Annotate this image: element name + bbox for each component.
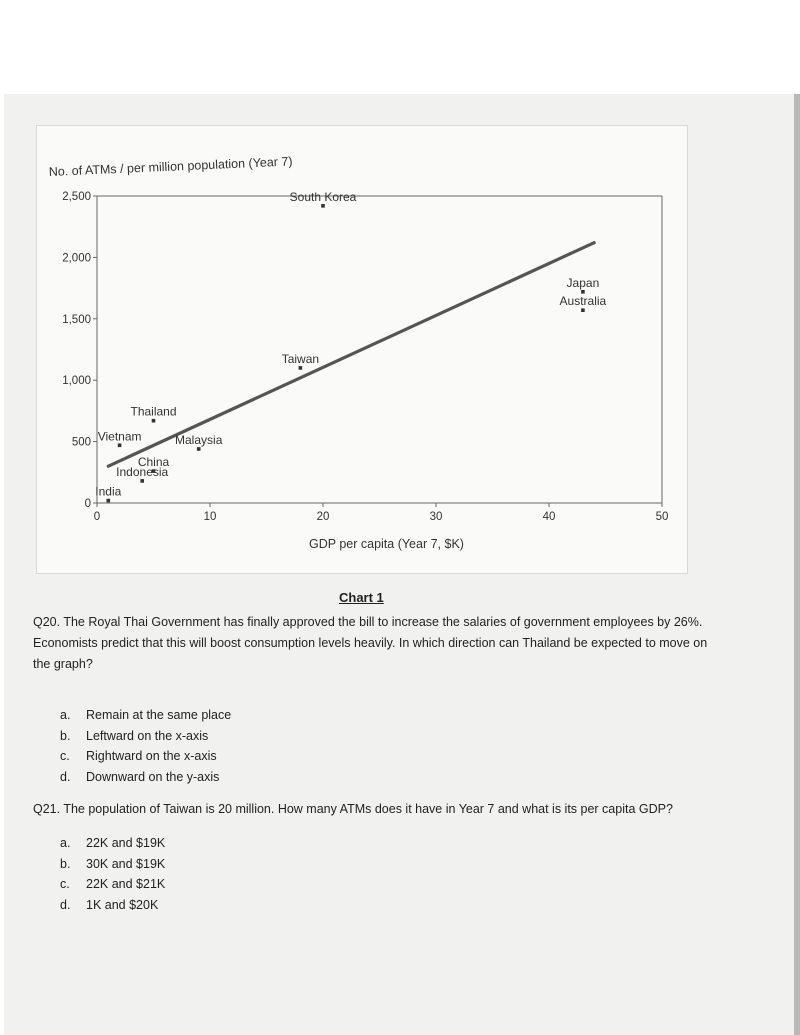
- data-point-india: [107, 499, 111, 503]
- option-letter: a.: [60, 708, 71, 722]
- q21-option-c[interactable]: [60, 877, 165, 898]
- data-label-india: India: [95, 484, 122, 499]
- data-label-australia: Australia: [559, 294, 607, 309]
- question-20-options: [60, 708, 231, 790]
- q20-option-a[interactable]: [60, 708, 231, 729]
- data-label-indonesia: Indonesia: [116, 464, 169, 479]
- data-point-taiwan: [299, 366, 303, 370]
- q21-option-d[interactable]: [60, 898, 165, 919]
- option-text: 30K and $19K: [86, 856, 166, 871]
- q21-option-b[interactable]: [60, 857, 165, 878]
- data-point-indonesia: [140, 479, 144, 483]
- q21-option-a[interactable]: [60, 836, 165, 857]
- y-tick-label: 0: [84, 498, 91, 510]
- data-point-japan: [581, 290, 585, 294]
- x-tick-label: 20: [316, 511, 330, 523]
- q20-option-d[interactable]: [60, 770, 231, 791]
- y-tick-label: 1,500: [62, 313, 91, 326]
- option-letter: b.: [60, 856, 71, 871]
- option-letter: d.: [60, 769, 71, 784]
- data-label-china: China: [137, 455, 170, 470]
- x-axis-label: GDP per capita (Year 7, $K): [309, 537, 464, 551]
- data-label-japan: Japan: [566, 275, 600, 290]
- option-text: Rightward on the x-axis: [86, 749, 217, 763]
- data-label-vietnam: Vietnam: [97, 429, 142, 444]
- data-label-south-korea: South Korea: [289, 189, 357, 204]
- x-tick-label: 50: [655, 511, 669, 523]
- chart-caption: Chart 1: [339, 590, 384, 605]
- data-point-vietnam: [118, 443, 122, 447]
- y-tick-label: 2,000: [62, 252, 91, 265]
- option-letter: c.: [60, 749, 70, 763]
- option-text: 1K and $20K: [86, 897, 159, 912]
- option-text: Leftward on the x-axis: [86, 728, 209, 743]
- option-text: 22K and $19K: [86, 836, 166, 850]
- option-letter: b.: [60, 728, 71, 743]
- paper-edge: [794, 94, 800, 1035]
- y-tick-label: 2,500: [62, 191, 91, 203]
- data-label-thailand: Thailand: [130, 404, 177, 419]
- chart-plot-area: [62, 190, 668, 523]
- option-text: Remain at the same place: [86, 708, 232, 722]
- y-axis-label: No. of ATMs / per million population (Year 7): [48, 154, 293, 179]
- data-label-malaysia: Malaysia: [175, 432, 223, 447]
- data-point-thailand: [152, 419, 156, 423]
- x-tick-label: 30: [429, 511, 443, 523]
- data-point-australia: [581, 308, 585, 312]
- y-tick-label: 1,000: [62, 375, 91, 388]
- chart-container: [36, 125, 688, 574]
- q20-option-c[interactable]: [60, 749, 231, 770]
- x-tick-label: 10: [203, 511, 217, 523]
- atm-gdp-scatter-chart: [37, 126, 687, 573]
- y-tick-label: 500: [71, 436, 91, 449]
- data-point-south-korea: [321, 204, 325, 208]
- x-tick-label: 40: [542, 511, 556, 523]
- q20-option-b[interactable]: [60, 729, 231, 750]
- option-letter: c.: [60, 877, 70, 891]
- option-letter: d.: [60, 897, 71, 912]
- option-text: Downward on the y-axis: [86, 769, 220, 784]
- option-text: 22K and $21K: [86, 877, 166, 891]
- option-letter: a.: [60, 836, 71, 850]
- question-21-text: Q21. The population of Taiwan is 20 million. How many ATMs does it have in Year 7 and what is its per capita GDP?: [33, 802, 673, 816]
- x-tick-label: 0: [93, 511, 101, 523]
- question-21-options: [60, 836, 165, 918]
- data-label-taiwan: Taiwan: [281, 351, 320, 366]
- data-point-malaysia: [197, 447, 201, 451]
- question-20-text: Q20. The Royal Thai Government has finally approved the bill to increase the salaries of government employees by 26%. Economists predict that this will boost consumption levels heavily. In which direction can Thailand be expected to move on the graph?: [33, 615, 708, 671]
